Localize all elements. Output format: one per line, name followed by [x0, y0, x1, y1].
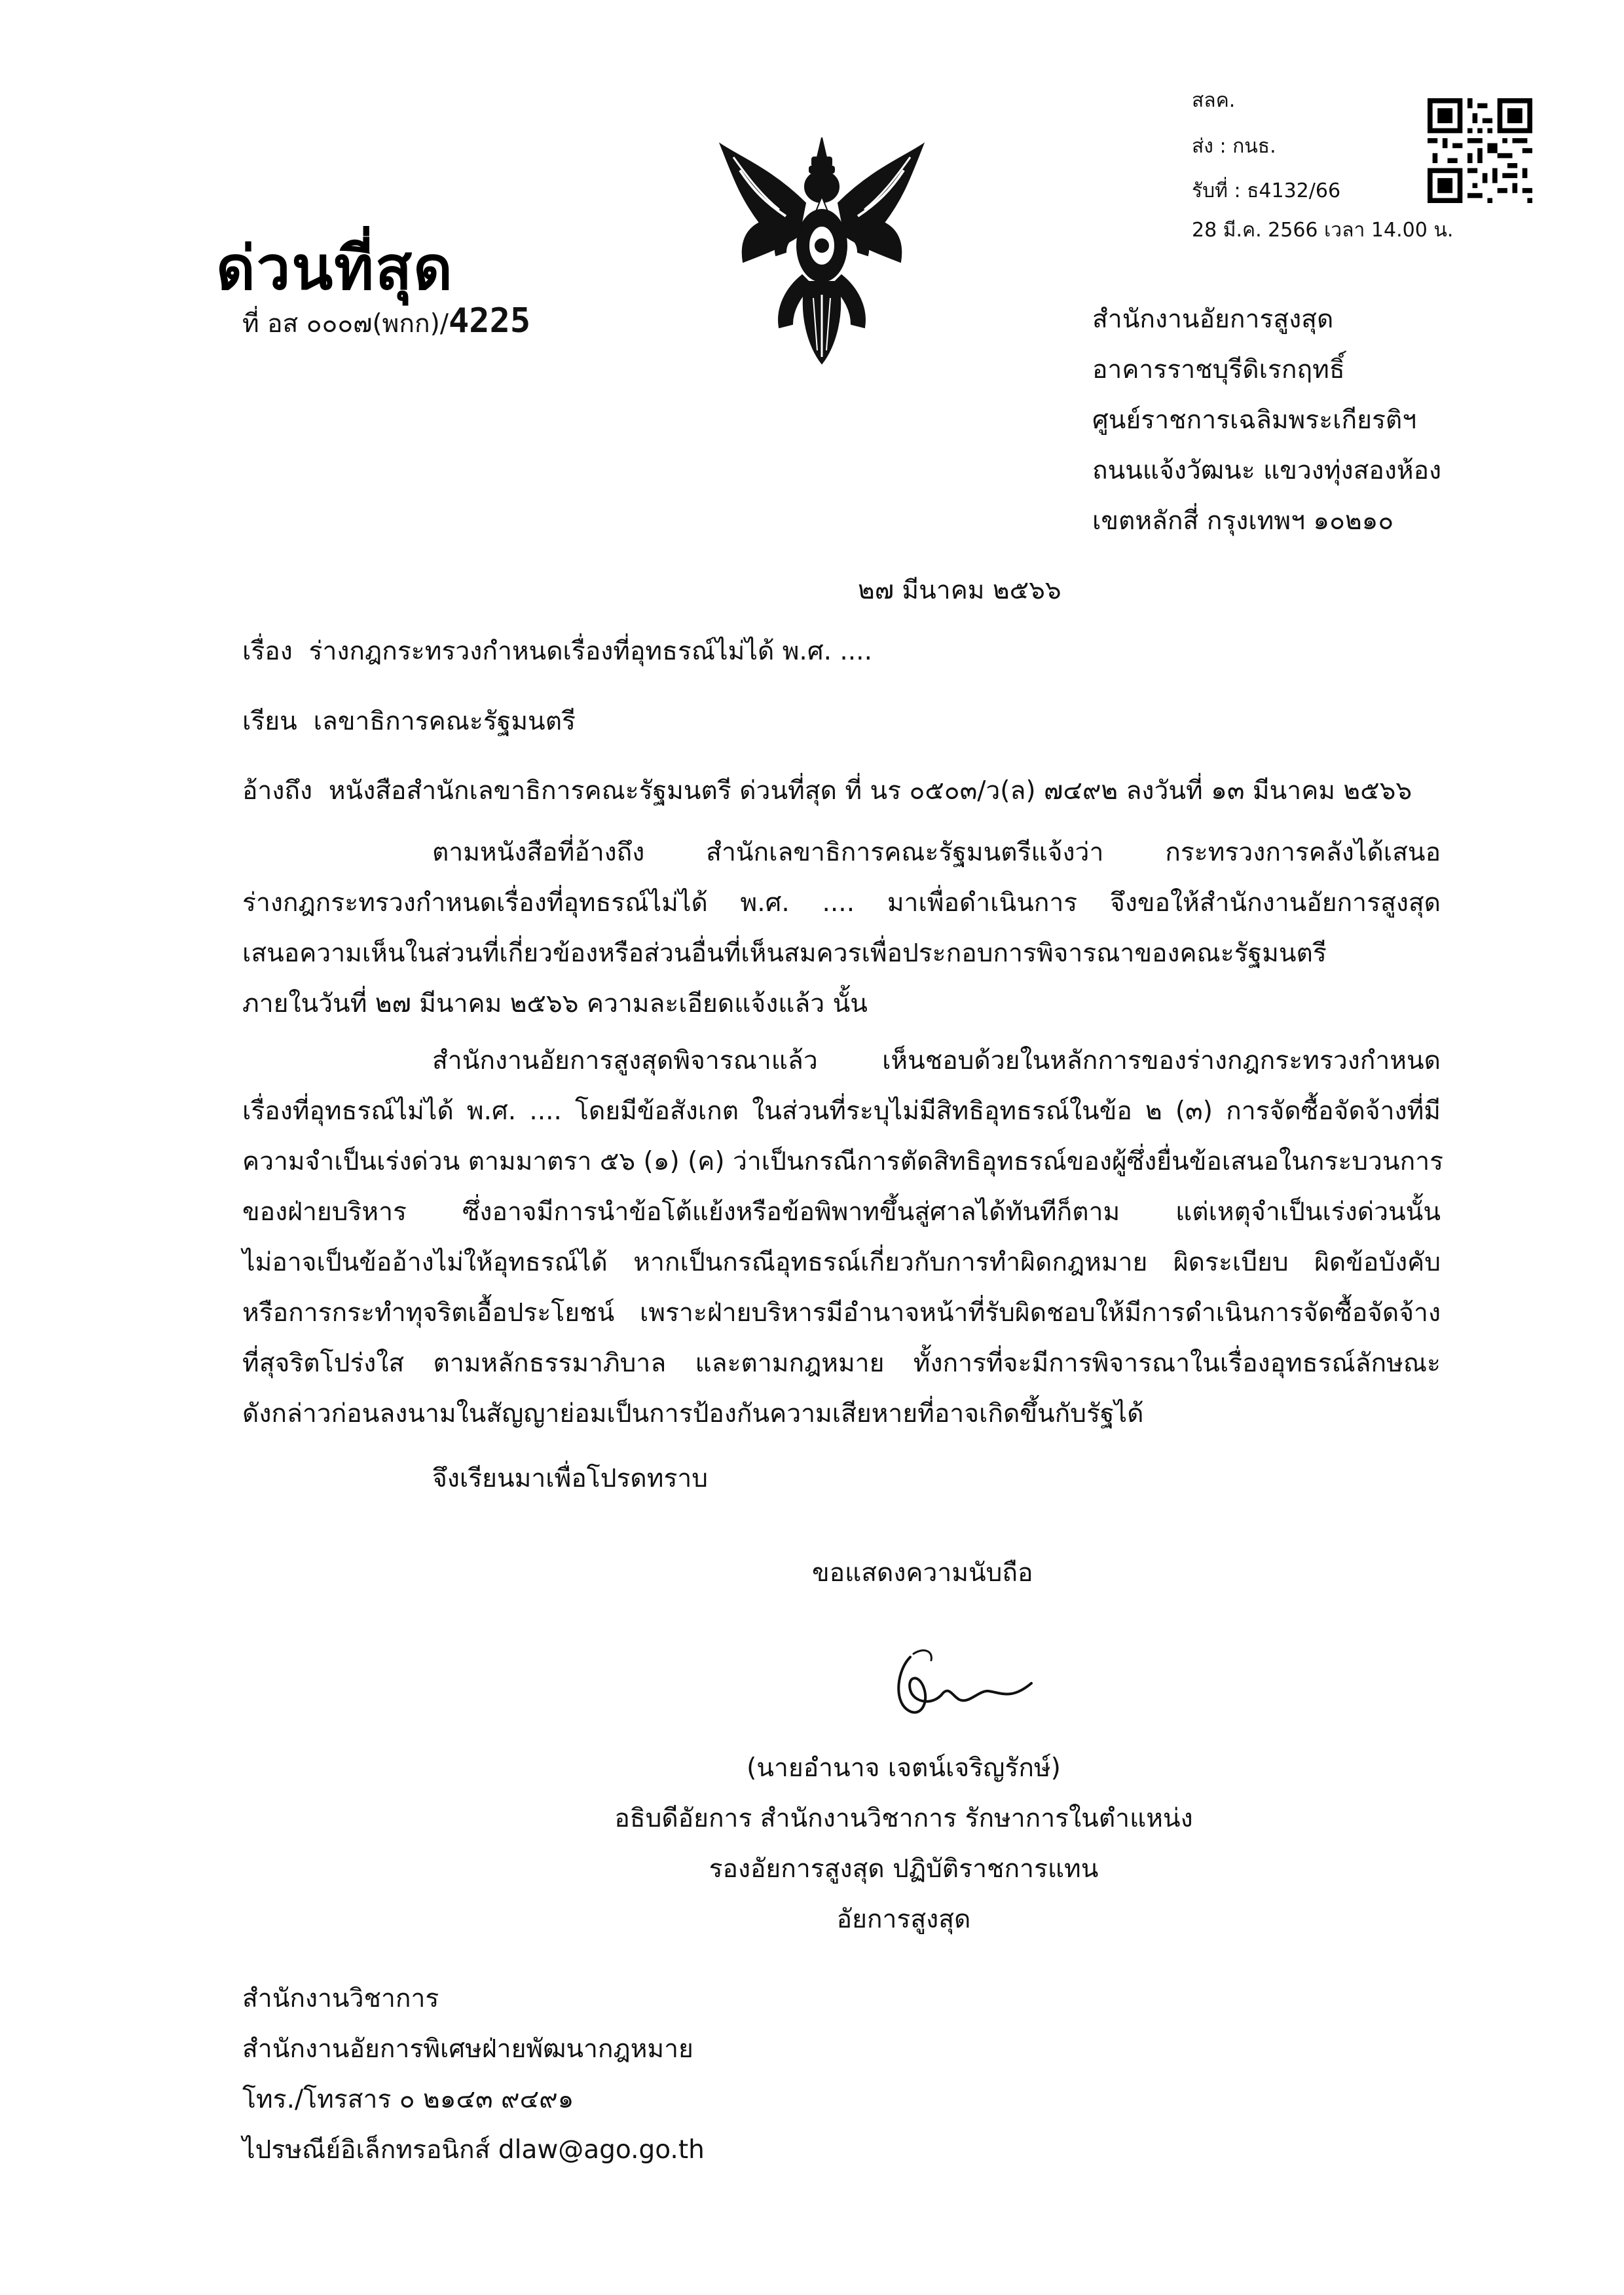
signer-title: รองอัยการสูงสุด ปฏิบัติราชการแทน	[709, 1854, 1099, 1884]
recipient-text: เลขาธิการคณะรัฐมนตรี	[313, 707, 576, 736]
closing-request: จึงเรียนมาเพื่อโปรดทราบ	[432, 1464, 709, 1493]
paragraph-line: ความจำเป็นเร่งด่วน ตามมาตรา ๕๖ (๑) (ค) ว่าเป็นกรณีการตัดสิทธิอุทธรณ์ของผู้ซึ่งยื่นข้อเสนอในกระบวนการ	[242, 1147, 1444, 1176]
paragraph-line: ภายในวันที่ ๒๗ มีนาคม ๒๕๖๖ ความละเอียดแจ้งแล้ว นั้น	[242, 989, 868, 1018]
recipient-row	[242, 709, 576, 734]
subject-row	[242, 639, 872, 664]
reference-row	[242, 778, 1412, 804]
paragraph-line: หรือการกระทำทุจริตเอื้อประโยชน์ เพราะฝ่ายบริหารมีอำนาจหน้าที่รับผิดชอบให้มีการดำเนินการจัดซื้อจัดจ้าง	[242, 1298, 1441, 1328]
signer-title: อัยการสูงสุด	[836, 1905, 971, 1934]
address-line: ศูนย์ราชการเฉลิมพระเกียรติฯ	[1092, 405, 1417, 435]
paragraph-line: เรื่องที่อุทธรณ์ไม่ได้ พ.ศ. .... โดยมีข้อสังเกต ในส่วนที่ระบุไม่มีสิทธิอุทธรณ์ในข้อ ๒ (๓) การจัดซื้อจัดจ้างที่มี	[242, 1096, 1441, 1126]
stamp-datetime: 28 มี.ค. 2566 เวลา 14.00 น.	[1192, 219, 1454, 242]
paragraph-line: ของฝ่ายบริหาร ซึ่งอาจมีการนำข้อโต้แย้งหรือข้อพิพาทขึ้นสู่ศาลได้ทันทีก็ตาม แต่เหตุจำเป็นเร่งด่วนนั้น	[242, 1197, 1441, 1227]
handwritten-signature-icon	[871, 1637, 1054, 1736]
paragraph-line: เสนอความเห็นในส่วนที่เกี่ยวข้องหรือส่วนอื่นที่เห็นสมควรเพื่อประกอบการพิจารณาของคณะรัฐมนตรี	[242, 939, 1327, 968]
address-line: สำนักงานอัยการสูงสุด	[1092, 305, 1334, 334]
paragraph-line: ที่สุจริตโปร่งใส ตามหลักธรรมาภิบาล และตามกฎหมาย ทั้งการที่จะมีการพิจารณาในเรื่องอุทธรณ์ลักษณะ	[242, 1349, 1441, 1378]
paragraph-line: ไม่อาจเป็นข้ออ้างไม่ให้อุทธรณ์ได้ หากเป็นกรณีอุทธรณ์เกี่ยวกับการทำผิดกฎหมาย ผิดระเบียบ ผิดข้อบังคับ	[242, 1248, 1441, 1277]
address-line: เขตหลักสี่ กรุงเทพฯ ๑๐๒๑๐	[1092, 506, 1394, 536]
regards: ขอแสดงความนับถือ	[812, 1558, 1033, 1588]
stamp-dept: สลค.	[1192, 89, 1236, 112]
footer-line: สำนักงานอัยการพิเศษฝ่ายพัฒนากฎหมาย	[242, 2034, 693, 2064]
paragraph-line: ร่างกฎกระทรวงกำหนดเรื่องที่อุทธรณ์ไม่ได้ พ.ศ. .... มาเพื่อดำเนินการ จึงขอให้สำนักงานอัยการสูงสุด	[242, 888, 1441, 918]
signer-name: (นายอำนาจ เจตน์เจริญรักษ์)	[747, 1753, 1061, 1783]
signer-title: อธิบดีอัยการ สำนักงานวิชาการ รักษาการในตำแหน่ง	[614, 1804, 1193, 1833]
address-line: ถนนแจ้งวัฒนะ แขวงทุ่งสองห้อง	[1092, 456, 1442, 485]
letter-date: ๒๗ มีนาคม ๒๕๖๖	[858, 576, 1061, 605]
footer-line: สำนักงานวิชาการ	[242, 1984, 439, 2013]
stamp-received: รับที่ : ธ4132/66	[1192, 179, 1341, 202]
paragraph-line: ดังกล่าวก่อนลงนามในสัญญาย่อมเป็นการป้องกันความเสียหายที่อาจเกิดขึ้นกับรัฐได้	[242, 1399, 1144, 1428]
footer-line: ไปรษณีย์อิเล็กทรอนิกส์ dlaw@ago.go.th	[242, 2135, 705, 2165]
address-line: อาคารราชบุรีดิเรกฤทธิ์	[1092, 355, 1345, 384]
recipient-label: เรียน	[242, 707, 297, 736]
reference-number-prefix: ที่ อส ๐๐๐๗(พกก)/	[242, 309, 449, 339]
qr-code-icon	[1428, 98, 1532, 203]
reference-text: หนังสือสำนักเลขาธิการคณะรัฐมนตรี ด่วนที่สุด ที่ นร ๐๕๐๓/ว(ล) ๗๔๙๒ ลงวันที่ ๑๓ มีนาคม ๒๕๖๖	[328, 776, 1412, 806]
reference-number-handwritten: 4225	[448, 301, 531, 341]
subject-text: ร่างกฎกระทรวงกำหนดเรื่องที่อุทธรณ์ไม่ได้ พ.ศ. ....	[308, 637, 872, 666]
paragraph-line: สำนักงานอัยการสูงสุดพิจารณาแล้ว เห็นชอบด้วยในหลักการของร่างกฎกระทรวงกำหนด	[432, 1046, 1441, 1075]
footer-line: โทร./โทรสาร ๐ ๒๑๔๓ ๙๔๙๑	[242, 2085, 574, 2114]
paragraph-line: ตามหนังสือที่อ้างถึง สำนักเลขาธิการคณะรัฐมนตรีแจ้งว่า กระทรวงการคลังได้เสนอ	[432, 838, 1441, 867]
stamp-send: ส่ง : กนธ.	[1192, 135, 1276, 158]
subject-label: เรื่อง	[242, 637, 293, 666]
urgency-heading: ด่วนที่สุด	[216, 233, 454, 303]
reference-label: อ้างถึง	[242, 776, 313, 806]
reference-number	[242, 301, 530, 344]
garuda-emblem-icon	[714, 131, 930, 367]
